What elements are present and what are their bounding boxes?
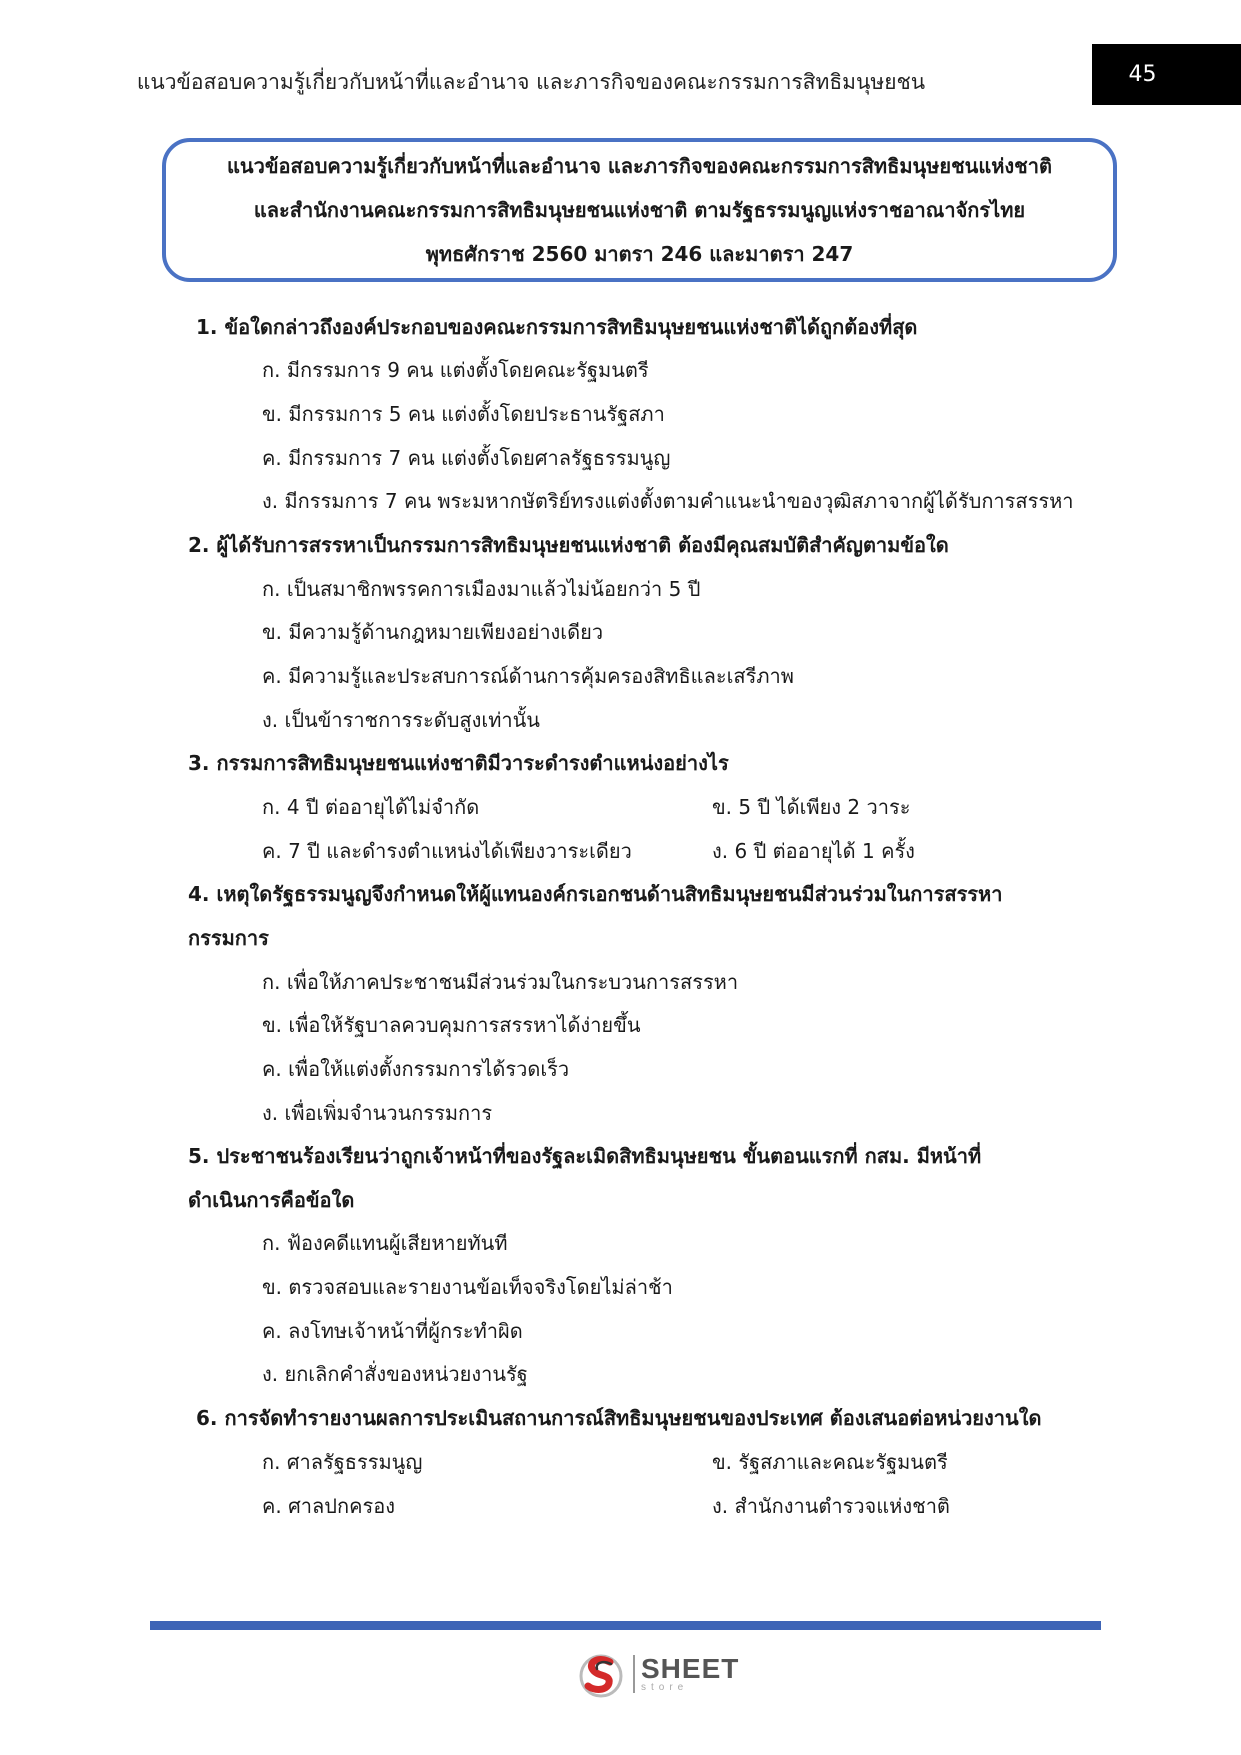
question-2-option-c: ค. มีความรู้และประสบการณ์ด้านการคุ้มครองสิทธิและเสรีภาพ [262,664,794,688]
question-6: 6. การจัดทำรายงานผลการประเมินสถานการณ์สิทธิมนุษยชนของประเทศ ต้องเสนอต่อหน่วยงานใด [196,1406,1042,1430]
logo-text [641,1655,739,1693]
question-6-option-c: ค. ศาลปกครอง [262,1494,395,1518]
question-6-option-b: ข. รัฐสภาและคณะรัฐมนตรี [712,1450,948,1474]
sheet-store-logo-icon [577,1650,627,1698]
question-5-option-d: ง. ยกเลิกคำสั่งของหน่วยงานรัฐ [262,1362,528,1386]
question-4-line-2: กรรมการ [188,926,269,950]
question-5-line-1: 5. ประชาชนร้องเรียนว่าถูกเจ้าหน้าที่ของรัฐละเมิดสิทธิมนุษยชน ขั้นตอนแรกที่ กสม. มีหน้าที่ [188,1144,982,1168]
question-1-option-b: ข. มีกรรมการ 5 คน แต่งตั้งโดยประธานรัฐสภา [262,402,665,426]
logo-separator [633,1655,635,1693]
question-5-option-c: ค. ลงโทษเจ้าหน้าที่ผู้กระทำผิด [262,1319,523,1343]
question-2-option-a: ก. เป็นสมาชิกพรรคการเมืองมาแล้วไม่น้อยกว่า 5 ปี [262,577,701,601]
question-1-option-a: ก. มีกรรมการ 9 คน แต่งตั้งโดยคณะรัฐมนตรี [262,358,649,382]
question-1-option-d: ง. มีกรรมการ 7 คน พระมหากษัตริย์ทรงแต่งตั้งตามคำแนะนำของวุฒิสภาจากผู้ได้รับการสรรหา [262,489,1074,513]
logo-word: SHEET [641,1653,740,1684]
question-3-option-c: ค. 7 ปี และดำรงตำแหน่งได้เพียงวาระเดียว [262,839,632,863]
footer-rule [150,1621,1101,1630]
question-3-option-b: ข. 5 ปี ได้เพียง 2 วาระ [712,795,911,819]
question-2-option-d: ง. เป็นข้าราชการระดับสูงเท่านั้น [262,708,540,732]
logo-sub: store [641,1682,689,1693]
question-4-option-b: ข. เพื่อให้รัฐบาลควบคุมการสรรหาได้ง่ายขึ้น [262,1013,641,1037]
question-1-option-c: ค. มีกรรมการ 7 คน แต่งตั้งโดยศาลรัฐธรรมนูญ [262,446,671,470]
question-2-option-b: ข. มีความรู้ด้านกฎหมายเพียงอย่างเดียว [262,620,604,644]
question-2: 2. ผู้ได้รับการสรรหาเป็นกรรมการสิทธิมนุษยชนแห่งชาติ ต้องมีคุณสมบัติสำคัญตามข้อใด [188,533,949,557]
page-number: 45 [1092,44,1241,105]
running-title: แนวข้อสอบความรู้เกี่ยวกับหน้าที่และอำนาจ และภารกิจของคณะกรรมการสิทธิมนุษยชน [136,70,926,94]
title-box [162,138,1117,282]
title-line-1: แนวข้อสอบความรู้เกี่ยวกับหน้าที่และอำนาจ และภารกิจของคณะกรรมการสิทธิมนุษยชนแห่งชาติ [227,154,1052,178]
question-6-option-a: ก. ศาลรัฐธรรมนูญ [262,1450,423,1474]
title-line-2: และสำนักงานคณะกรรมการสิทธิมนุษยชนแห่งชาติ ตามรัฐธรรมนูญแห่งราชอาณาจักรไทย [253,198,1026,222]
question-4-line-1: 4. เหตุใดรัฐธรรมนูญจึงกำหนดให้ผู้แทนองค์กรเอกชนด้านสิทธิมนุษยชนมีส่วนร่วมในการสรรหา [188,882,1003,906]
question-4-option-d: ง. เพื่อเพิ่มจำนวนกรรมการ [262,1101,493,1125]
question-5-line-2: ดำเนินการคือข้อใด [188,1188,355,1212]
sheet-store-logo [577,1650,739,1698]
question-6-option-d: ง. สำนักงานตำรวจแห่งชาติ [712,1494,950,1518]
question-5-option-b: ข. ตรวจสอบและรายงานข้อเท็จจริงโดยไม่ล่าช้า [262,1275,673,1299]
title-line-3: พุทธศักราช 2560 มาตรา 246 และมาตรา 247 [425,242,854,266]
question-4-option-a: ก. เพื่อให้ภาคประชาชนมีส่วนร่วมในกระบวนการสรรหา [262,970,739,994]
question-3-option-d: ง. 6 ปี ต่ออายุได้ 1 ครั้ง [712,839,915,863]
question-3-option-a: ก. 4 ปี ต่ออายุได้ไม่จำกัด [262,795,480,819]
question-4-option-c: ค. เพื่อให้แต่งตั้งกรรมการได้รวดเร็ว [262,1057,570,1081]
question-1: 1. ข้อใดกล่าวถึงองค์ประกอบของคณะกรรมการสิทธิมนุษยชนแห่งชาติได้ถูกต้องที่สุด [196,315,918,339]
question-3: 3. กรรมการสิทธิมนุษยชนแห่งชาติมีวาระดำรงตำแหน่งอย่างไร [188,751,729,775]
question-5-option-a: ก. ฟ้องคดีแทนผู้เสียหายทันที [262,1231,508,1255]
